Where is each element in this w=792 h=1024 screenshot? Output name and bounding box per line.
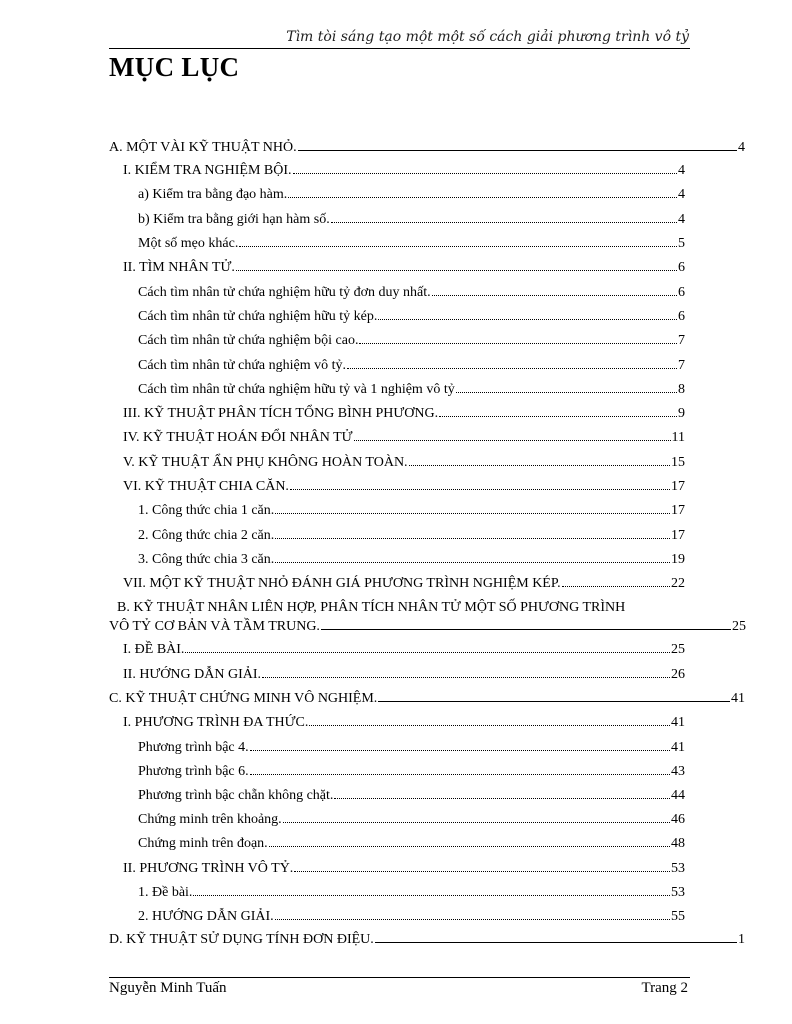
toc-entry-page: 5 (678, 236, 685, 251)
toc-leader (275, 551, 670, 563)
toc-entry-text: Phương trình bậc chẵn không chặt. (138, 788, 334, 803)
toc-leader (293, 162, 677, 174)
toc-entry-page: 7 (678, 333, 685, 348)
toc-entry[interactable] (123, 454, 685, 472)
toc-entry-page: 11 (671, 430, 685, 445)
toc-entry[interactable] (138, 763, 685, 781)
toc-entry[interactable] (138, 787, 685, 805)
toc-entry[interactable] (138, 211, 685, 229)
header-rule (109, 48, 690, 49)
toc-entry[interactable] (109, 931, 745, 949)
toc-entry-text: Một số mẹo khác. (138, 236, 239, 251)
toc-entry-page: 4 (738, 140, 745, 155)
toc-leader (269, 835, 670, 847)
toc-entry-text: V. KỸ THUẬT ẨN PHỤ KHÔNG HOÀN TOÀN. (123, 455, 408, 470)
toc-entry[interactable] (123, 162, 685, 180)
toc-leader (288, 186, 677, 198)
toc-entry-text: Cách tìm nhân tử chứa nghiệm hữu tỷ và 1 nghiệm vô tỷ (138, 382, 455, 397)
toc-entry-text: I. ĐỀ BÀI. (123, 642, 185, 657)
toc-leader (250, 763, 670, 775)
toc-leader (347, 357, 677, 369)
toc-entry-text: Cách tìm nhân tử chứa nghiệm hữu tỷ kép. (138, 309, 378, 324)
page-title: MỤC LỤC (109, 52, 240, 82)
toc-leader (378, 692, 730, 702)
toc-entry[interactable] (109, 139, 745, 157)
toc-entry-text: VÔ TỶ CƠ BẢN VÀ TẦM TRUNG. (109, 619, 320, 634)
toc-leader (275, 502, 670, 514)
toc-entry-page: 22 (671, 576, 685, 591)
toc-entry-page: 17 (671, 503, 685, 518)
toc-leader (562, 575, 670, 587)
toc-entry-text[interactable]: B. KỸ THUẬT NHÂN LIÊN HỢP, PHÂN TÍCH NHÂN TỬ MỘT SỐ PHƯƠNG TRÌNH (117, 600, 626, 615)
toc-entry-text: IV. KỸ THUẬT HOÁN ĐỔI NHÂN TỬ (123, 430, 353, 445)
toc-entry-text: Chứng minh trên khoảng. (138, 812, 282, 827)
toc-entry-text: I. KIỂM TRA NGHIỆM BỘI. (123, 163, 292, 178)
toc-entry-page: 4 (678, 163, 685, 178)
toc-entry-text: II. HƯỚNG DẪN GIẢI. (123, 667, 262, 682)
toc-entry-page: 8 (678, 382, 685, 397)
toc-entry-page: 48 (671, 836, 685, 851)
toc-leader (378, 308, 677, 320)
toc-leader (334, 787, 670, 799)
toc-entry[interactable] (123, 429, 685, 447)
toc-entry-page: 6 (678, 285, 685, 300)
toc-entry-page: 9 (678, 406, 685, 421)
toc-entry-text: 3. Công thức chia 3 căn. (138, 552, 275, 567)
toc-entry-page: 46 (671, 812, 685, 827)
toc-leader (294, 860, 670, 872)
toc-entry[interactable] (138, 527, 685, 545)
toc-entry-text: C. KỸ THUẬT CHỨNG MINH VÔ NGHIỆM. (109, 691, 378, 706)
toc-entry-page: 53 (671, 885, 685, 900)
toc-leader (331, 211, 677, 223)
toc-entry-text: Chứng minh trên đoạn. (138, 836, 268, 851)
toc-leader (193, 884, 670, 896)
toc-leader (439, 405, 677, 417)
toc-entry-text: Cách tìm nhân tử chứa nghiệm bội cao. (138, 333, 359, 348)
toc-entry-page: 17 (671, 479, 685, 494)
toc-entry[interactable] (138, 357, 685, 375)
toc-entry[interactable] (123, 405, 685, 423)
toc-leader (359, 332, 677, 344)
toc-leader (409, 454, 670, 466)
toc-entry-text: II. TÌM NHÂN TỬ. (123, 260, 235, 275)
toc-entry[interactable] (123, 259, 685, 277)
toc-entry-text: 2. Công thức chia 2 căn. (138, 528, 275, 543)
toc-entry-page: 17 (671, 528, 685, 543)
toc-entry[interactable] (123, 575, 685, 593)
toc-entry-page: 4 (678, 212, 685, 227)
toc-entry-page: 6 (678, 260, 685, 275)
toc-entry-page: 55 (671, 909, 685, 924)
toc-entry[interactable] (138, 381, 685, 399)
toc-leader (283, 811, 670, 823)
toc-entry[interactable] (138, 332, 685, 350)
footer-rule (109, 977, 690, 978)
toc-entry-text: VI. KỸ THUẬT CHIA CĂN. (123, 479, 289, 494)
toc-entry[interactable] (138, 908, 685, 926)
toc-entry-page: 43 (671, 764, 685, 779)
toc-leader (456, 381, 677, 393)
toc-entry[interactable] (138, 502, 685, 520)
toc-entry-text: Cách tìm nhân tử chứa nghiệm vô tỷ. (138, 358, 347, 373)
toc-leader (185, 641, 670, 653)
toc-entry[interactable] (123, 666, 685, 684)
toc-leader (262, 666, 670, 678)
footer-page-number: Trang 2 (641, 980, 688, 996)
toc-entry-page: 41 (671, 740, 685, 755)
toc-leader (375, 933, 737, 943)
toc-entry-text: III. KỸ THUẬT PHÂN TÍCH TỔNG BÌNH PHƯƠNG. (123, 406, 439, 421)
toc-leader (298, 141, 737, 151)
page-header-text: Tìm tòi sáng tạo một một số cách giải phương trình vô tỷ (286, 29, 689, 45)
toc-entry-page: 19 (671, 552, 685, 567)
toc-leader (290, 478, 670, 490)
toc-entry-text: 2. HƯỚNG DẪN GIẢI. (138, 909, 274, 924)
toc-entry-text: a) Kiểm tra bằng đạo hàm. (138, 187, 288, 202)
toc-entry-text: II. PHƯƠNG TRÌNH VÔ TỶ. (123, 861, 294, 876)
toc-entry[interactable] (138, 739, 685, 757)
toc-leader (321, 620, 731, 630)
toc-entry-page: 6 (678, 309, 685, 324)
toc-leader (236, 259, 677, 271)
toc-entry-text: VII. MỘT KỸ THUẬT NHỎ ĐÁNH GIÁ PHƯƠNG TRÌNH NGHIỆM KÉP. (123, 576, 561, 591)
toc-entry-text: A. MỘT VÀI KỸ THUẬT NHỎ. (109, 140, 297, 155)
toc-entry[interactable] (123, 641, 685, 659)
toc-entry-page: 15 (671, 455, 685, 470)
toc-entry-text: Cách tìm nhân tử chứa nghiệm hữu tỷ đơn duy nhất. (138, 285, 431, 300)
toc-entry[interactable] (123, 860, 685, 878)
toc-entry-text: 1. Đề bài. (138, 885, 193, 900)
toc-entry[interactable] (138, 884, 685, 902)
toc-entry[interactable] (138, 308, 685, 326)
toc-leader (250, 739, 670, 751)
toc-leader (275, 527, 670, 539)
toc-entry-page: 41 (731, 691, 745, 706)
toc-leader (309, 714, 670, 726)
toc-entry-text: 1. Công thức chia 1 căn. (138, 503, 275, 518)
toc-entry[interactable] (138, 811, 685, 829)
toc-entry[interactable] (109, 690, 745, 708)
toc-leader (354, 429, 671, 441)
toc-entry-page: 41 (671, 715, 685, 730)
toc-entry-page: 4 (678, 187, 685, 202)
toc-entry-text: b) Kiểm tra bằng giới hạn hàm số. (138, 212, 330, 227)
toc-entry[interactable] (138, 551, 685, 569)
toc-entry-page: 7 (678, 358, 685, 373)
toc-entry-page: 26 (671, 667, 685, 682)
toc-entry-page: 44 (671, 788, 685, 803)
toc-entry[interactable] (138, 835, 685, 853)
toc-leader (432, 284, 677, 296)
toc-entry-text: Phương trình bậc 6. (138, 764, 249, 779)
toc-entry-page: 25 (671, 642, 685, 657)
footer-author: Nguyễn Minh Tuấn (109, 980, 227, 996)
toc-entry[interactable] (138, 186, 685, 204)
toc-entry[interactable] (123, 714, 685, 732)
toc-leader (239, 235, 677, 247)
toc-entry[interactable] (138, 235, 685, 253)
toc-entry-text: I. PHƯƠNG TRÌNH ĐA THỨC. (123, 715, 309, 730)
toc-entry[interactable] (138, 284, 685, 302)
toc-entry-page: 25 (732, 619, 746, 634)
toc-entry-text: Phương trình bậc 4. (138, 740, 249, 755)
toc-entry[interactable] (109, 618, 746, 636)
toc-entry-page: 53 (671, 861, 685, 876)
toc-leader (275, 908, 670, 920)
toc-entry-text: D. KỸ THUẬT SỬ DỤNG TÍNH ĐƠN ĐIỆU. (109, 932, 374, 947)
toc-entry[interactable] (123, 478, 685, 496)
toc-entry-page: 1 (738, 932, 745, 947)
